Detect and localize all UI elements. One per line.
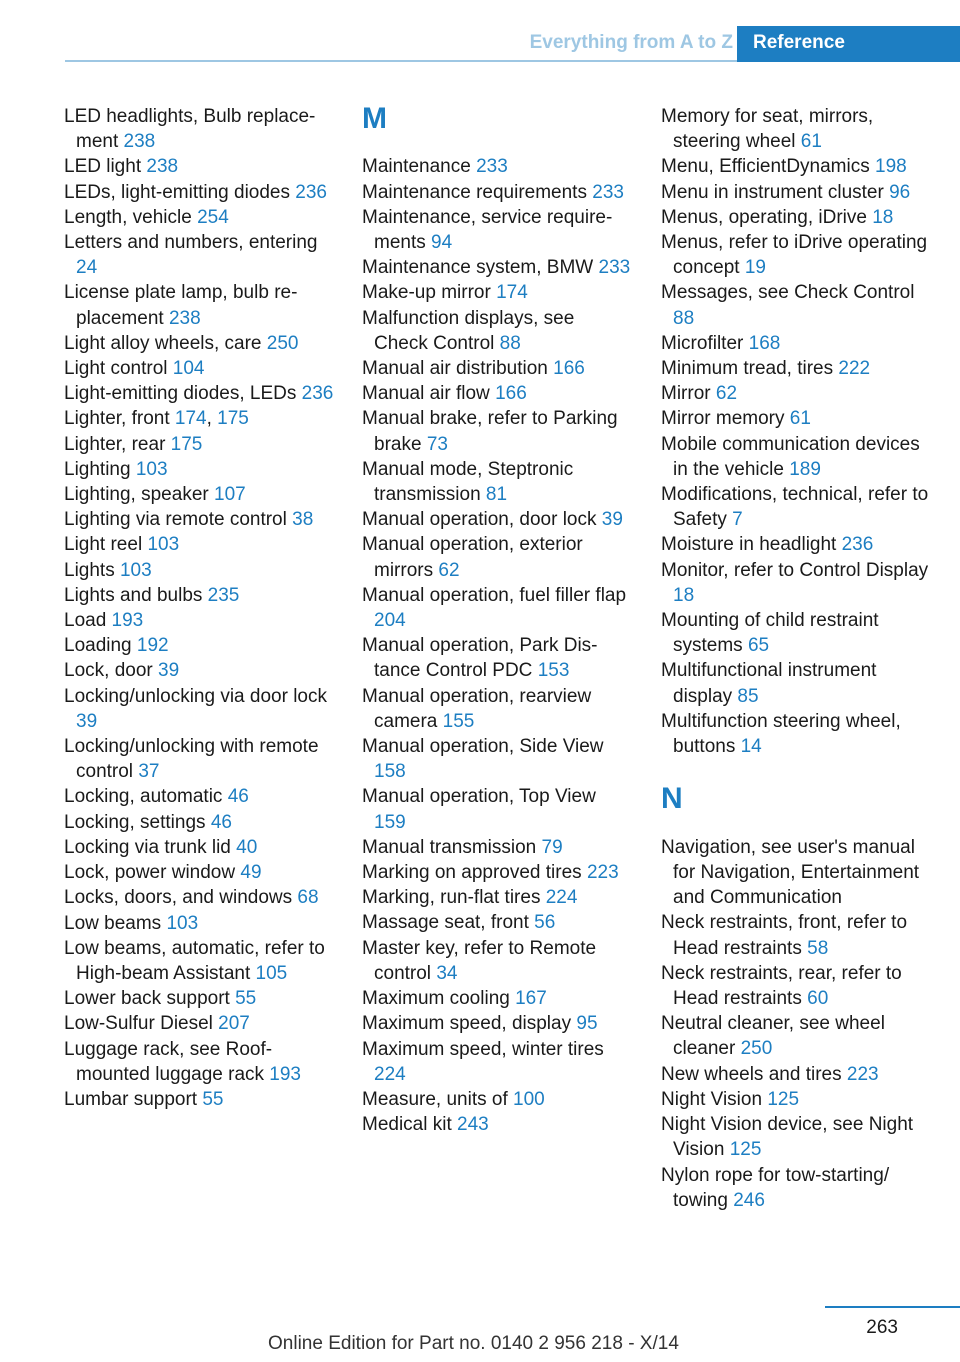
index-entry bbox=[661, 331, 931, 356]
index-entry bbox=[64, 835, 334, 860]
index-entry-text: Menus, refer to iDrive operating concept bbox=[661, 232, 928, 279]
index-entry-text: Maximum speed, display bbox=[362, 1013, 577, 1035]
page-reference-link[interactable]: 250 bbox=[740, 1038, 773, 1060]
page-reference-link[interactable]: 125 bbox=[767, 1088, 800, 1110]
index-entry-text: Manual mode, Steptronic transmission bbox=[362, 458, 574, 506]
page-reference-link[interactable]: 38 bbox=[292, 509, 314, 531]
page-reference-link[interactable]: 235 bbox=[207, 584, 240, 606]
page-reference-link[interactable]: 34 bbox=[436, 962, 458, 984]
index-entry-text: Light-emitting diodes, LEDs bbox=[64, 383, 302, 405]
index-entry bbox=[661, 558, 931, 608]
index-entry-text: Medical kit bbox=[362, 1114, 458, 1136]
index-entry bbox=[362, 936, 632, 986]
index-entry-text: Lower back support bbox=[64, 988, 236, 1010]
page-number: 263 bbox=[866, 1317, 898, 1338]
page-reference-link[interactable]: 246 bbox=[733, 1189, 765, 1211]
index-entry bbox=[661, 1011, 931, 1061]
index-entry bbox=[661, 608, 931, 658]
page-reference-link[interactable]: 88 bbox=[673, 307, 695, 329]
page-reference-link[interactable]: 62 bbox=[438, 559, 460, 581]
page-reference-link[interactable]: 243 bbox=[457, 1114, 489, 1136]
index-entry-text: Maintenance requirements bbox=[362, 181, 593, 203]
index-entry bbox=[64, 331, 334, 356]
page-reference-link[interactable]: 166 bbox=[495, 383, 527, 405]
header-tab-reference: Reference bbox=[737, 26, 960, 62]
index-entry-text: Maximum speed, winter tires bbox=[362, 1038, 604, 1060]
index-entry-text: Light alloy wheels, care bbox=[64, 332, 267, 354]
index-entry bbox=[362, 910, 632, 935]
page-reference-link[interactable]: 204 bbox=[374, 610, 406, 632]
page-reference-link[interactable]: 37 bbox=[138, 761, 160, 783]
index-entry-text: Lumbar support bbox=[64, 1088, 203, 1110]
page-reference-link[interactable]: 159 bbox=[374, 811, 406, 833]
page-reference-link[interactable]: 56 bbox=[534, 912, 556, 934]
index-entry bbox=[661, 230, 931, 280]
index-entry bbox=[362, 1011, 632, 1036]
index-entry-text: Manual operation, exterior mirrors bbox=[362, 534, 583, 581]
page-reference-link[interactable]: 125 bbox=[729, 1139, 762, 1161]
page-reference-link[interactable]: 105 bbox=[255, 962, 288, 984]
index-entry bbox=[64, 658, 334, 683]
page-reference-link[interactable]: 103 bbox=[135, 458, 168, 480]
index-letter-heading: M bbox=[362, 102, 387, 135]
index-entry-text: Nylon rope for tow-starting/​towing bbox=[661, 1164, 890, 1211]
page-reference-link[interactable]: 46 bbox=[227, 786, 249, 808]
index-entry bbox=[362, 1112, 632, 1137]
index-entry bbox=[64, 381, 334, 406]
page-reference-link[interactable]: 18 bbox=[673, 584, 695, 606]
index-entry-text: Lights bbox=[64, 559, 120, 581]
index-entry-text: Lighter, rear bbox=[64, 433, 171, 455]
index-entry-text: Mobile communication devices in the vehicle bbox=[661, 433, 920, 480]
index-entry bbox=[64, 860, 334, 885]
page-reference-link[interactable]: 167 bbox=[515, 988, 547, 1010]
page-reference-link[interactable]: 96 bbox=[889, 181, 911, 203]
index-entry bbox=[64, 911, 334, 936]
index-entry-text: Load bbox=[64, 610, 112, 632]
index-entry-text: Lock, power window bbox=[64, 862, 241, 884]
index-entry-text: Maintenance bbox=[362, 156, 477, 178]
index-column-3 bbox=[661, 104, 931, 1213]
index-entry bbox=[362, 885, 632, 910]
index-entry bbox=[64, 1011, 334, 1036]
index-entry-text: Light control bbox=[64, 358, 173, 380]
page-reference-link[interactable]: 238 bbox=[168, 307, 201, 329]
index-entry-text: Mirror bbox=[661, 383, 716, 405]
index-entry-text: Low-Sulfur Diesel bbox=[64, 1013, 219, 1035]
index-entry bbox=[661, 432, 931, 482]
index-entry bbox=[362, 154, 632, 179]
page-reference-link[interactable]: 95 bbox=[576, 1013, 598, 1035]
index-entry bbox=[661, 1163, 931, 1213]
index-entry-text: Malfunction displays, see Check Control bbox=[362, 307, 575, 354]
index-entry-text: Locking, automatic bbox=[64, 786, 228, 808]
index-entry bbox=[64, 457, 334, 482]
page-reference-link[interactable]: 238 bbox=[123, 131, 156, 153]
index-entry-text: Lighting bbox=[64, 458, 136, 480]
page-reference-link[interactable]: 193 bbox=[111, 610, 144, 632]
index-entry-text: Manual air flow bbox=[362, 383, 496, 405]
index-entry bbox=[64, 936, 334, 986]
index-entry bbox=[362, 1037, 632, 1087]
index-entry bbox=[64, 684, 334, 734]
page-reference-link[interactable]: 94 bbox=[431, 232, 453, 253]
header-section-title: Everything from A to Z bbox=[529, 32, 733, 53]
index-entry bbox=[64, 558, 334, 583]
page-reference-link[interactable]: 155 bbox=[442, 710, 475, 732]
index-entry bbox=[661, 835, 931, 911]
index-entry bbox=[362, 532, 632, 582]
index-entry bbox=[64, 885, 334, 910]
index-entry-text: Lighting, speaker bbox=[64, 484, 214, 506]
index-entry-text: Maintenance system, BMW bbox=[362, 257, 599, 279]
index-entry bbox=[64, 180, 334, 205]
page-reference-link[interactable]: 58 bbox=[807, 937, 829, 959]
page-reference-link[interactable]: 60 bbox=[807, 988, 829, 1010]
index-entry bbox=[64, 633, 334, 658]
footer-rule bbox=[825, 1306, 960, 1308]
index-entry-text: Neutral cleaner, see wheel cleaner bbox=[661, 1013, 885, 1060]
index-entry bbox=[661, 280, 931, 330]
index-entry bbox=[661, 406, 931, 431]
index-entry bbox=[64, 356, 334, 381]
index-column-2 bbox=[362, 104, 632, 1137]
page-reference-link[interactable]: 40 bbox=[236, 836, 258, 858]
index-entry bbox=[362, 381, 632, 406]
index-entry bbox=[661, 356, 931, 381]
page-reference-link[interactable]: 103 bbox=[166, 912, 199, 934]
page-reference-link[interactable]: 18 bbox=[872, 206, 894, 228]
page-reference-link[interactable]: 233 bbox=[592, 181, 624, 203]
index-entry bbox=[64, 482, 334, 507]
page-reference-link[interactable]: 39 bbox=[158, 660, 180, 682]
page-reference-link[interactable]: 233 bbox=[476, 156, 508, 178]
index-entry bbox=[362, 1087, 632, 1112]
index-entry-text: Manual operation, door lock bbox=[362, 509, 602, 531]
index-entry bbox=[661, 154, 931, 179]
index-entry-text: Neck restraints, rear, refer to Head restraints bbox=[661, 962, 902, 1010]
index-entry-text: Low beams bbox=[64, 912, 167, 934]
index-entry bbox=[661, 961, 931, 1011]
index-entry-text: Manual operation, Side View bbox=[362, 736, 604, 758]
index-entry bbox=[661, 104, 931, 154]
index-entry-text: Low beams, automatic, refer to High-beam Assistant bbox=[64, 937, 325, 984]
index-entry-text: Marking, run-flat tires bbox=[362, 887, 546, 909]
index-entry-text: New wheels and tires bbox=[661, 1063, 847, 1085]
index-entry-text: Minimum tread, tires bbox=[661, 358, 839, 380]
index-entry-text: Menu in instrument cluster bbox=[661, 181, 890, 203]
index-entry bbox=[64, 532, 334, 557]
index-entry bbox=[64, 406, 334, 431]
page-reference-link[interactable]: 104 bbox=[172, 358, 205, 380]
page-reference-link[interactable]: 55 bbox=[235, 988, 257, 1010]
index-entry-text: Lighter, front bbox=[64, 408, 175, 430]
page-reference-link[interactable]: 81 bbox=[485, 484, 508, 506]
page-reference-link[interactable]: 49 bbox=[240, 862, 262, 884]
page-reference-link[interactable]: 168 bbox=[748, 332, 781, 354]
index-entry-text: Night Vision bbox=[661, 1088, 768, 1110]
index-entry-text: Letters and numbers, entering bbox=[64, 232, 318, 254]
index-entry-text: Memory for seat, mirrors, steering wheel bbox=[661, 106, 874, 153]
page-reference-link[interactable]: 62 bbox=[715, 383, 738, 405]
index-entry-text: Menus, operating, iDrive bbox=[661, 206, 873, 228]
index-entry-text: Microfilter bbox=[661, 332, 749, 354]
page-reference-link[interactable]: 250 bbox=[266, 332, 299, 354]
page-reference-link[interactable]: 68 bbox=[297, 887, 319, 909]
index-entry bbox=[362, 180, 632, 205]
page-reference-link[interactable]: 174 bbox=[496, 282, 528, 304]
index-entry-text: Manual operation, rearview camera bbox=[362, 685, 592, 732]
index-entry bbox=[661, 1062, 931, 1087]
index-entry bbox=[362, 583, 632, 633]
index-entry-text: LED light bbox=[64, 156, 147, 178]
index-entry bbox=[362, 860, 632, 885]
index-entry bbox=[661, 482, 931, 532]
index-entry bbox=[64, 608, 334, 633]
index-entry-text: Marking on approved tires bbox=[362, 862, 587, 884]
page-reference-link[interactable]: 223 bbox=[586, 862, 619, 884]
page-reference-link[interactable]: 158 bbox=[374, 761, 406, 783]
index-entry-text: Manual operation, fuel filler flap bbox=[362, 584, 627, 606]
page-reference-link[interactable]: 55 bbox=[202, 1088, 224, 1110]
index-entry-text: Luggage rack, see Roof-mounted luggage rack bbox=[64, 1038, 273, 1085]
footer-edition: Online Edition for Part no. 0140 2 956 218 - X/14 bbox=[268, 1333, 679, 1354]
index-entry bbox=[362, 306, 632, 356]
index-entry bbox=[64, 507, 334, 532]
index-entry-text: Messages, see Check Control bbox=[661, 282, 915, 304]
index-entry bbox=[661, 658, 931, 708]
page-reference-link[interactable]: 223 bbox=[846, 1063, 879, 1085]
page-reference-link[interactable]: 24 bbox=[76, 257, 98, 279]
index-entry bbox=[64, 784, 334, 809]
page-reference-link[interactable]: 233 bbox=[598, 257, 631, 279]
index-entry-text: Menu, EfficientDynamics bbox=[661, 156, 876, 178]
index-entry-text: Measure, units of bbox=[362, 1088, 514, 1110]
index-entry bbox=[64, 154, 334, 179]
page-reference-link[interactable]: 153 bbox=[537, 660, 570, 682]
index-entry bbox=[362, 406, 632, 456]
index-entry-text: Manual brake, refer to Parking brake bbox=[362, 408, 618, 455]
index-entry-text: Moisture in headlight bbox=[661, 534, 842, 556]
index-entry-text: Loading bbox=[64, 635, 137, 657]
page-reference-link[interactable]: 103 bbox=[147, 534, 180, 556]
page-ref-separator: , bbox=[206, 408, 218, 430]
index-entry-text: Length, vehicle bbox=[64, 206, 198, 228]
index-entry-text: Maintenance, service requirements bbox=[362, 206, 613, 253]
index-entry-text: Modifications, technical, refer to Safety bbox=[661, 484, 929, 531]
index-entry bbox=[64, 1037, 334, 1087]
index-entry-text: Multifunction steering wheel, buttons bbox=[661, 710, 901, 758]
page-reference-link[interactable]: 189 bbox=[789, 458, 821, 480]
index-entry bbox=[64, 432, 334, 457]
index-entry bbox=[64, 230, 334, 280]
index-entry-text: Locks, doors, and windows bbox=[64, 887, 298, 909]
page-reference-link[interactable]: 238 bbox=[146, 156, 179, 178]
index-entry bbox=[661, 381, 931, 406]
index-entry-text: Make-up mirror bbox=[362, 282, 497, 304]
index-entry-text: LED headlights, Bulb replacement bbox=[64, 106, 316, 153]
index-entry bbox=[362, 280, 632, 305]
index-entry-text: Manual transmission bbox=[362, 836, 542, 858]
index-entry-text: Lights and bulbs bbox=[64, 584, 208, 606]
page-reference-link[interactable]: 85 bbox=[737, 685, 759, 707]
page-reference-link[interactable]: 224 bbox=[545, 887, 578, 909]
page-reference-link[interactable]: 224 bbox=[374, 1063, 406, 1085]
index-entry-text: Multifunctional instrument display bbox=[661, 660, 877, 707]
index-entry-text: Massage seat, front bbox=[362, 912, 535, 934]
page-reference-link[interactable]: 207 bbox=[218, 1013, 250, 1035]
index-entry-text: Mounting of child restraint systems bbox=[661, 610, 879, 657]
index-entry bbox=[64, 1087, 334, 1112]
page-reference-link[interactable]: 192 bbox=[136, 635, 169, 657]
page-reference-link[interactable]: 88 bbox=[499, 332, 521, 354]
index-entry bbox=[64, 734, 334, 784]
index-entry-text: Neck restraints, front, refer to Head restraints bbox=[661, 912, 908, 959]
index-entry-text: Manual operation, Top View bbox=[362, 786, 596, 808]
index-entry bbox=[64, 986, 334, 1011]
index-entry bbox=[661, 1112, 931, 1162]
index-entry bbox=[64, 280, 334, 330]
page-reference-link[interactable]: 198 bbox=[875, 156, 907, 178]
page-reference-link[interactable]: 79 bbox=[541, 836, 563, 858]
index-entry bbox=[362, 205, 632, 255]
index-entry bbox=[661, 180, 931, 205]
index-entry bbox=[64, 205, 334, 230]
page-reference-link[interactable]: 107 bbox=[214, 484, 246, 506]
page-reference-link[interactable]: 175 bbox=[170, 433, 203, 455]
index-entry bbox=[661, 532, 931, 557]
index-entry bbox=[661, 1087, 931, 1112]
index-entry bbox=[362, 507, 632, 532]
index-entry bbox=[64, 104, 334, 154]
page-reference-link[interactable]: 103 bbox=[119, 559, 152, 581]
index-entry-text: Manual air distribution bbox=[362, 358, 554, 380]
index-entry bbox=[362, 784, 632, 834]
page-reference-link[interactable]: 61 bbox=[800, 131, 822, 153]
index-entry-text: Locking/unlocking with remote control bbox=[64, 736, 319, 783]
index-entry bbox=[362, 835, 632, 860]
index-entry-text: Master key, refer to Remote control bbox=[362, 937, 597, 984]
index-entry bbox=[362, 734, 632, 784]
index-entry bbox=[362, 356, 632, 381]
index-entry bbox=[362, 684, 632, 734]
index-entry-text: Locking via trunk lid bbox=[64, 836, 237, 858]
page-reference-link[interactable]: 254 bbox=[197, 206, 229, 228]
page-reference-link[interactable]: 65 bbox=[747, 635, 770, 657]
index-entry bbox=[362, 457, 632, 507]
index-entry bbox=[661, 910, 931, 960]
index-entry bbox=[64, 583, 334, 608]
index-entry-text: Night Vision device, see Night Vision bbox=[661, 1114, 914, 1161]
page-reference-link[interactable]: 100 bbox=[513, 1088, 545, 1110]
page-reference-link[interactable]: 236 bbox=[301, 383, 334, 405]
index-entry-text: Mirror memory bbox=[661, 408, 790, 430]
index-entry-text: License plate lamp, bulb replacement bbox=[64, 282, 298, 329]
page-reference-link[interactable]: 236 bbox=[295, 181, 327, 203]
index-entry-text: Lighting via remote control bbox=[64, 509, 293, 531]
index-entry bbox=[661, 205, 931, 230]
index-entry-text: Maximum cooling bbox=[362, 988, 516, 1010]
page-reference-link[interactable]: 39 bbox=[601, 509, 623, 531]
index-entry-text: LEDs, light-emitting diodes bbox=[64, 181, 296, 203]
index-letter-heading: N bbox=[661, 782, 683, 816]
index-entry bbox=[661, 709, 931, 759]
page-reference-link[interactable]: 166 bbox=[553, 358, 585, 380]
page-reference-link[interactable]: 175 bbox=[217, 408, 249, 430]
page-reference-link[interactable]: 236 bbox=[841, 534, 874, 556]
index-entry-text: Manual operation, Park Distance Control PDC bbox=[362, 635, 598, 682]
page-reference-link[interactable]: 19 bbox=[744, 257, 766, 279]
page-reference-link[interactable]: 39 bbox=[76, 710, 98, 732]
index-entry-text: Locking/unlocking via door lock bbox=[64, 685, 327, 707]
index-entry bbox=[362, 986, 632, 1011]
page-reference-link[interactable]: 73 bbox=[426, 433, 448, 455]
index-entry bbox=[362, 633, 632, 683]
index-column-1 bbox=[64, 104, 334, 1112]
page-reference-link[interactable]: 46 bbox=[210, 811, 232, 833]
index-entry-text: Light reel bbox=[64, 534, 148, 556]
page-reference-link[interactable]: 61 bbox=[789, 408, 811, 430]
page-reference-link[interactable]: 174 bbox=[174, 408, 207, 430]
page-reference-link[interactable]: 222 bbox=[838, 358, 871, 380]
page-reference-link[interactable]: 14 bbox=[740, 736, 762, 758]
page-reference-link[interactable]: 193 bbox=[269, 1063, 301, 1085]
index-entry bbox=[64, 810, 334, 835]
index-entry-text: Locking, settings bbox=[64, 811, 211, 833]
index-entry-text: Navigation, see user's manual for Navigation, Entertainment and Communication bbox=[661, 836, 920, 909]
page-reference-link[interactable]: 7 bbox=[732, 509, 743, 531]
index-entry bbox=[362, 255, 632, 280]
index-entry-text: Monitor, refer to Control Display bbox=[661, 559, 929, 581]
index-entry-text: Lock, door bbox=[64, 660, 158, 682]
